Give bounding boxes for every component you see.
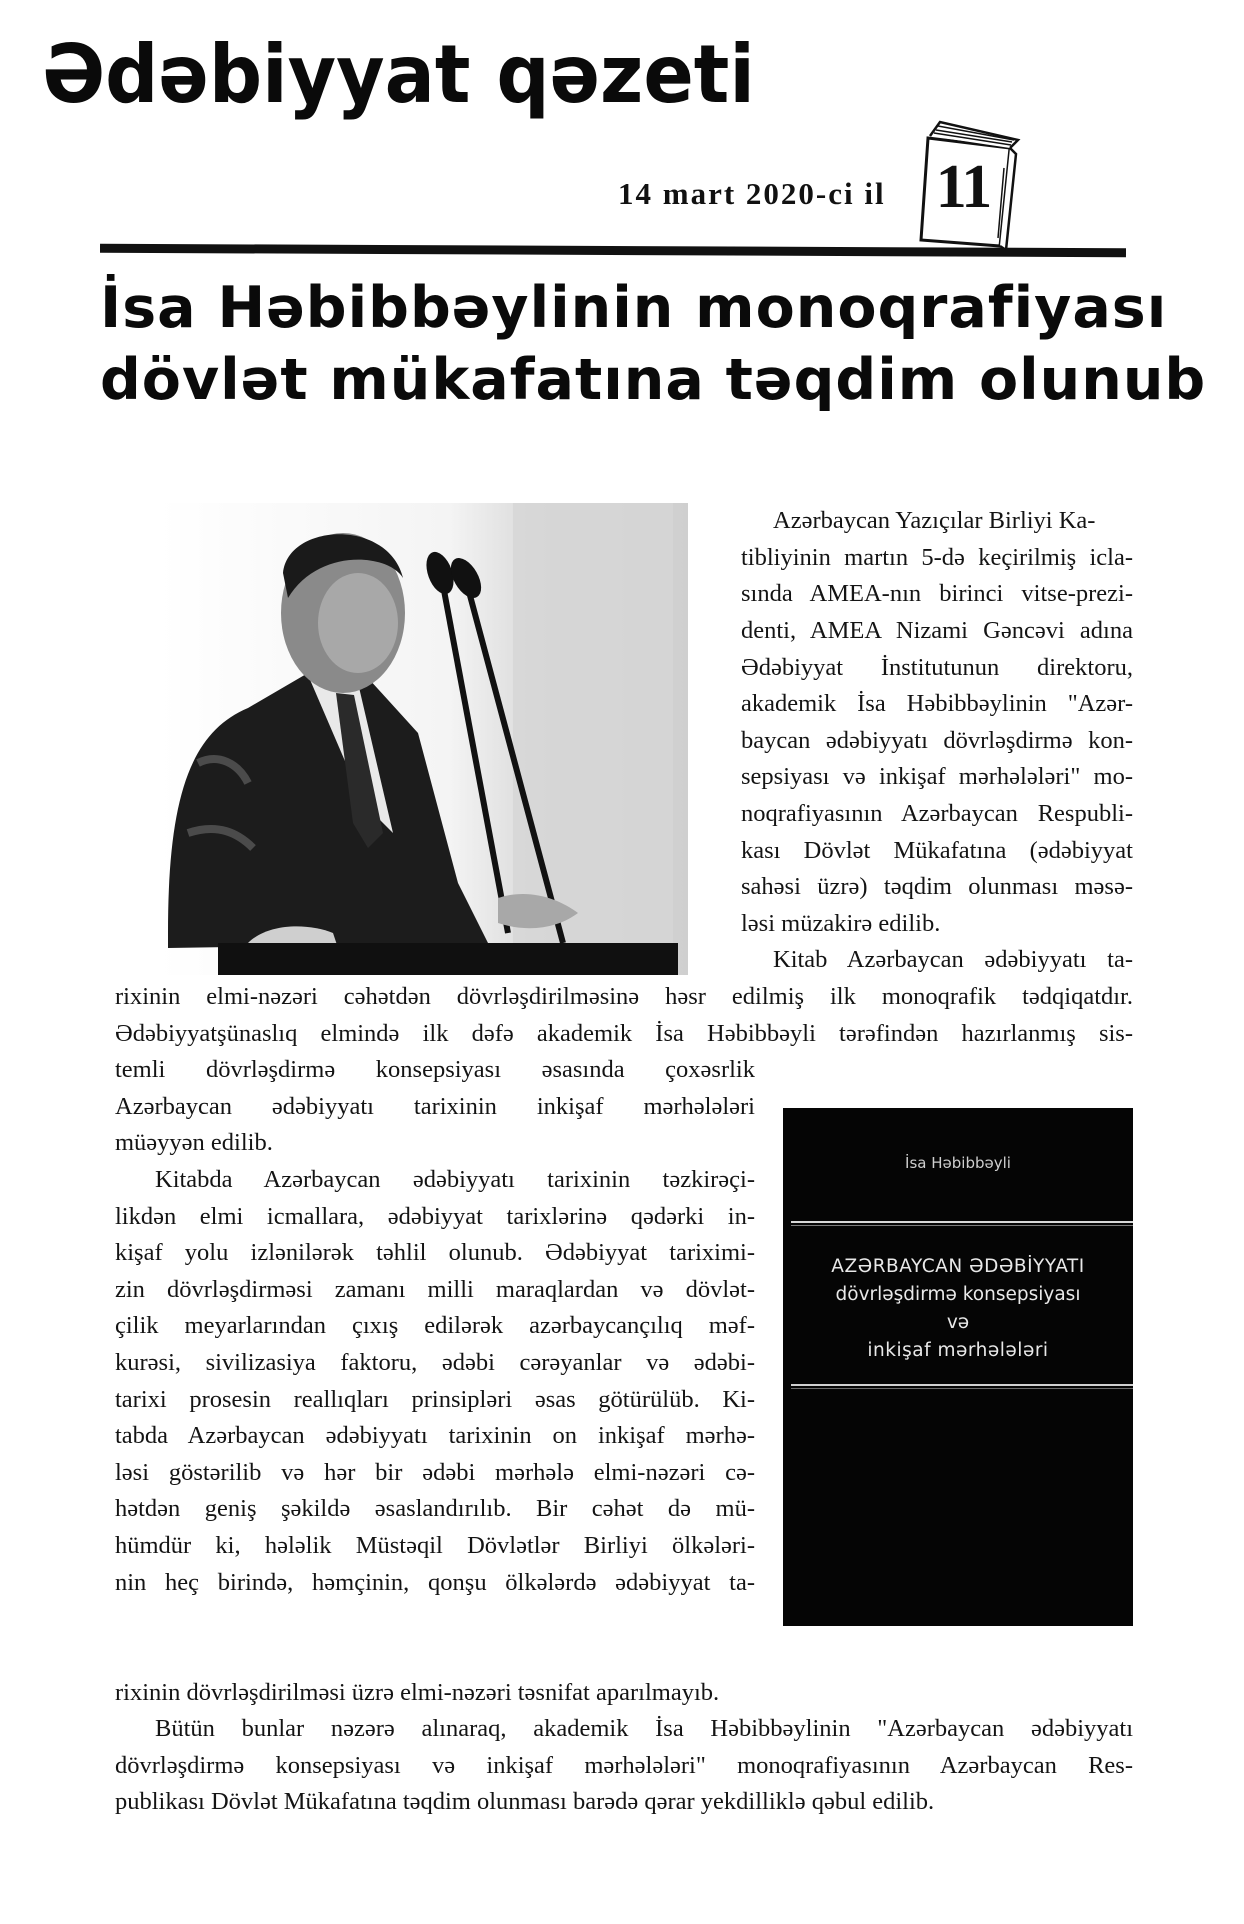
speaker-at-podium-photo (158, 503, 688, 975)
text-line: akademik İsa Həbibbəylinin "Azər- (741, 690, 1133, 717)
text-line: noqrafiyasının Azərbaycan Respubli- (741, 800, 1133, 827)
text-line: zin dövrləşdirməsi zamanı milli maraqlardan və dövlət- (115, 1276, 755, 1303)
text-line: rixinin dövrləşdirilməsi üzrə elmi-nəzəri təsnifat aparılmayıb. (115, 1679, 720, 1706)
text-line: tibliyinin martın 5-də keçirilmiş icla- (741, 544, 1133, 571)
book-author: İsa Həbibbəyli (905, 1154, 1011, 1172)
text-line: Kitab Azərbaycan ədəbiyyatı ta- (773, 946, 1133, 973)
text-line: kurəsi, sivilizasiya faktoru, ədəbi cərəyanlar və ədəbi- (115, 1349, 755, 1376)
text-line: dövrləşdirmə konsepsiyası və inkişaf mərhələləri" monoqrafiyasının Azərbaycan Res- (115, 1752, 1133, 1779)
text-line: ləsi müzakirə edilib. (741, 910, 941, 937)
article-photo (158, 503, 688, 975)
text-line: sepsiyası və inkişaf mərhələləri" mo- (741, 763, 1133, 790)
text-line: hümdür ki, hələlik Müstəqil Dövlətlər Birliyi ölkələri- (115, 1532, 755, 1559)
book-title-line: və (946, 1312, 970, 1333)
cover-rule (791, 1388, 1133, 1389)
cover-rule (791, 1221, 1133, 1223)
text-line: ləsi göstərilib və hər bir ədəbi mərhələ elmi-nəzəri cə- (115, 1459, 755, 1486)
newspaper-title: Ədəbiyyat qəzeti (42, 28, 755, 121)
book-title-line: inkişaf mərhələləri (867, 1340, 1049, 1361)
book-title-line: dövrləşdirmə konsepsiyası (835, 1284, 1081, 1305)
text-line: denti, AMEA Nizami Gəncəvi adına (741, 617, 1133, 644)
text-line: temli dövrləşdirmə konsepsiyası əsasında çoxəsrlik (115, 1056, 755, 1083)
text-line: Ədəbiyyatşünaslıq elmində ilk dəfə akademik İsa Həbibbəyli tərəfindən hazırlanmış sis- (115, 1020, 1133, 1047)
text-line: tabda Azərbaycan ədəbiyyatı tarixinin on inkişaf mərhə- (115, 1422, 755, 1449)
text-line: çilik meyarlarından çıxış edilərək azərbaycançılıq məf- (115, 1312, 755, 1339)
page-number-badge (918, 118, 1028, 253)
book-cover-image (783, 1108, 1133, 1626)
text-line: müəyyən edilib. (115, 1129, 273, 1156)
article-headline (100, 272, 1207, 416)
text-line: Kitabda Azərbaycan ədəbiyyatı tarixinin təzkirəçi- (155, 1166, 755, 1193)
book-title-line: AZƏRBAYCAN ƏDƏBİYYATI (831, 1256, 1085, 1277)
headline-line: İsa Həbibbəylinin monoqrafiyası (100, 275, 1168, 341)
text-line: Ədəbiyyat İnstitutunun direktoru, (741, 654, 1133, 681)
page-number: 11 (935, 153, 991, 221)
text-line: tarixi prosesin reallıqları prinsipləri əsas götürülüb. Ki- (115, 1386, 755, 1413)
text-line: rixinin elmi-nəzəri cəhətdən dövrləşdirilməsinə həsr edilmiş ilk monoqrafik tədqiqatdır. (115, 983, 1133, 1010)
text-line: hətdən geniş şəkildə əsaslandırılıb. Bir cəhət də mü- (115, 1495, 755, 1522)
text-line: kası Dövlət Mükafatına (ədəbiyyat (741, 837, 1133, 864)
text-line: Azərbaycan Yazıçılar Birliyi Ka- (773, 507, 1096, 534)
text-line: kişaf yolu izlənilərək təhlil olunub. Ədəbiyyat tariximi- (115, 1239, 755, 1266)
cover-rule (791, 1384, 1133, 1386)
text-line: sında AMEA-nın birinci vitse-prezi- (741, 580, 1133, 607)
text-line: Bütün bunlar nəzərə alınaraq, akademik İsa Həbibbəylinin "Azərbaycan ədəbiyyatı (155, 1715, 1133, 1742)
text-line: Azərbaycan ədəbiyyatı tarixinin inkişaf mərhələləri (115, 1093, 755, 1120)
cover-rule (791, 1225, 1133, 1226)
text-line: baycan ədəbiyyatı dövrləşdirmə kon- (741, 727, 1133, 754)
text-line: nin heç birində, həmçinin, qonşu ölkələrdə ədəbiyyat ta- (115, 1569, 755, 1596)
text-line: likdən elmi icmallara, ədəbiyyat tarixlərinə qədərki in- (115, 1203, 755, 1230)
issue-date: 14 mart 2020-ci il (618, 176, 886, 211)
text-line: publikası Dövlət Mükafatına təqdim olunması barədə qərar yekdilliklə qəbul edilib. (115, 1788, 935, 1815)
headline-line: dövlət mükafatına təqdim olunub (100, 347, 1207, 413)
text-line: sahəsi üzrə) təqdim olunması məsə- (741, 873, 1133, 900)
